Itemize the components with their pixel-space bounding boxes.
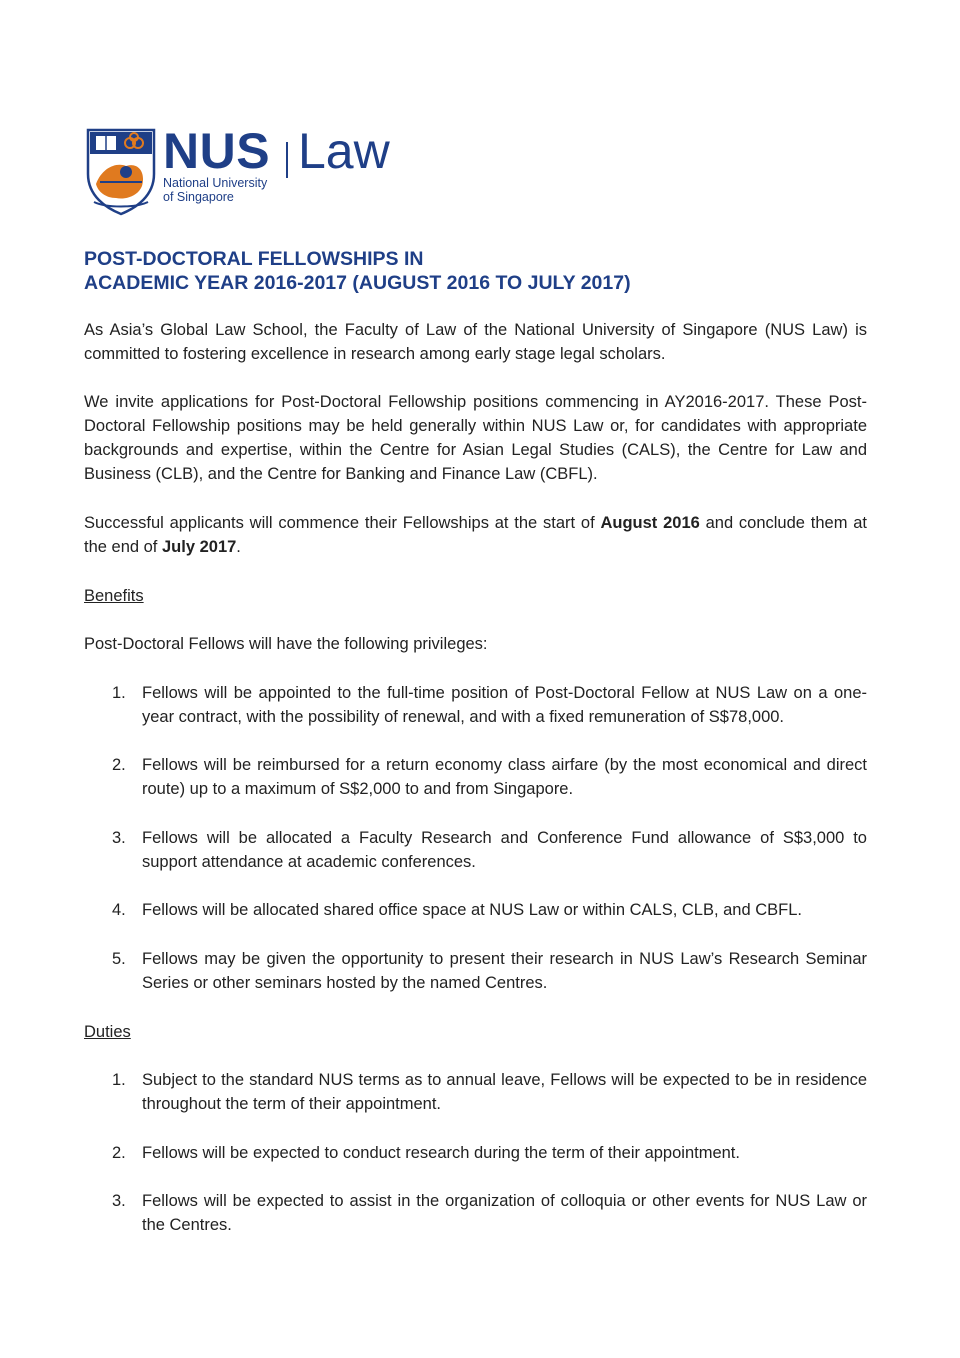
benefits-lead: Post-Doctoral Fellows will have the following privileges:: [84, 635, 488, 653]
intro-paragraph: As Asia’s Global Law School, the Faculty of Law of the National University of Singapore (NUS Law) is committed to fostering excellence in research among early stage legal scholars.: [84, 321, 867, 363]
benefit-number: 4.: [112, 901, 126, 919]
benefit-number: 3.: [112, 829, 126, 847]
duty-number: 3.: [112, 1192, 126, 1210]
duty-text: Subject to the standard NUS terms as to annual leave, Fellows will be expected to be in residence throughout the term of their appointment.: [142, 1071, 867, 1113]
document-title: [84, 247, 874, 295]
dates-text-c: .: [236, 538, 241, 556]
nus-law-logo: [86, 123, 416, 218]
benefits-heading: Benefits: [84, 587, 144, 605]
benefit-number: 5.: [112, 950, 126, 968]
nus-crest-icon: [86, 128, 156, 216]
benefit-text: Fellows may be given the opportunity to present their research in NUS Law’s Research Seminar Series or other seminars hosted by the named Centres.: [142, 950, 867, 992]
law-wordmark: Law: [298, 123, 390, 179]
duties-heading: Duties: [84, 1023, 131, 1041]
university-name-line2: of Singapore: [163, 190, 234, 204]
duty-number: 2.: [112, 1144, 126, 1162]
dates-text-b: and conclude them at the end of: [84, 514, 867, 556]
dates-paragraph: [84, 511, 867, 559]
start-date: August 2016: [600, 514, 700, 532]
dates-text-a: Successful applicants will commence their Fellowships at the start of: [84, 514, 601, 532]
end-date: July 2017: [161, 538, 237, 556]
duty-text: Fellows will be expected to assist in the organization of colloquia or other events for NUS Law or the Centres.: [142, 1192, 867, 1234]
university-name: [163, 176, 313, 204]
invitation-paragraph: We invite applications for Post-Doctoral Fellowship positions commencing in AY2016-2017. These Post-Doctoral Fellowship positions may be held generally within NUS Law or, for candidates with appropriate backgrounds and expertise, within the Centre for Asian Legal Studies (CALS), the Centre for Law and Business (CLB), and the Centre for Banking and Finance Law (CBFL).: [84, 393, 867, 483]
duty-text: Fellows will be expected to conduct research during the term of their appointment.: [142, 1144, 740, 1162]
benefit-text: Fellows will be allocated a Faculty Research and Conference Fund allowance of S$3,000 to support attendance at academic conferences.: [142, 829, 867, 871]
nus-wordmark: NUS: [163, 123, 271, 179]
benefit-number: 1.: [112, 684, 126, 702]
logo-divider: [286, 142, 288, 178]
benefit-text: Fellows will be reimbursed for a return economy class airfare (by the most economical and direct route) up to a maximum of S$2,000 to and from Singapore.: [142, 756, 867, 798]
title-line1: POST-DOCTORAL FELLOWSHIPS IN: [84, 248, 424, 270]
benefit-text: Fellows will be appointed to the full-time position of Post-Doctoral Fellow at NUS Law on a one-year contract, with the possibility of renewal, and with a fixed remuneration of S$78,000.: [142, 684, 867, 726]
duty-number: 1.: [112, 1071, 126, 1089]
university-name-line1: National University: [163, 176, 268, 190]
benefit-number: 2.: [112, 756, 126, 774]
title-line2: ACADEMIC YEAR 2016-2017 (AUGUST 2016 TO JULY 2017): [84, 272, 631, 294]
benefit-text: Fellows will be allocated shared office space at NUS Law or within CALS, CLB, and CBFL.: [142, 901, 803, 919]
